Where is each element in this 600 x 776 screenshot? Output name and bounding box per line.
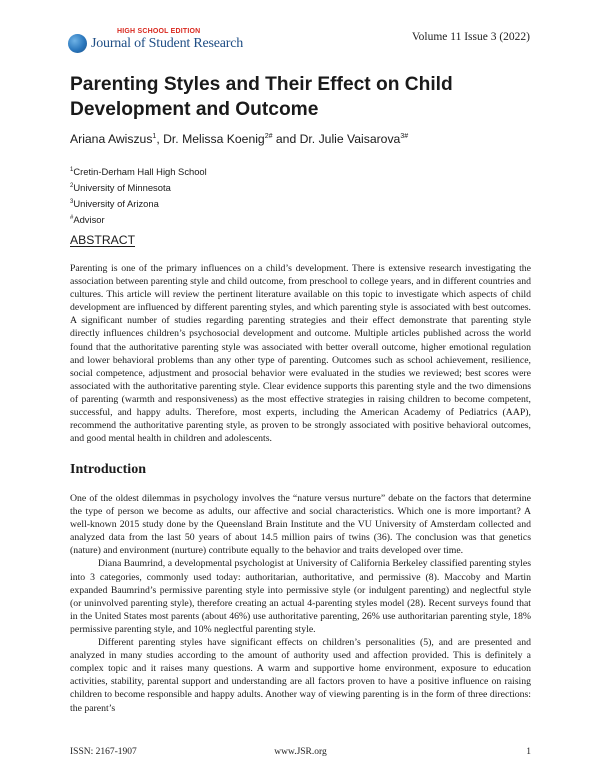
edition-label: HIGH SCHOOL EDITION [117,28,201,35]
volume-issue: Volume 11 Issue 3 (2022) [411,31,530,43]
abstract-heading: ABSTRACT [70,233,136,247]
author-list [70,132,530,146]
affiliation: $^3$University of Arizona [70,198,159,210]
journal-name: Journal of Student Research [91,36,244,51]
page-number: 1 [526,747,531,757]
page-footer [70,747,531,761]
author-separator: and [272,132,300,146]
paragraph: Different parenting styles have significant effects on children’s personalities (5), and are presented and analyzed in many studies according to the amount of authority used and affection provided. This is definitely a complex topic and it raises many questions. A warm and supportive home environment, exposure to education activities, stability, parental support and understanding are all factors proven to have a positive influence on raising children to become responsible and happy adults. Another way of viewing parenting is in the form of three directions: the parent’s [70,637,531,714]
author-mark: 2# [264,132,273,140]
author-separator: , [156,132,164,146]
author-mark: 3# [400,132,409,140]
paper-title: Parenting Styles and Their Effect on Child Development and Outcome [70,74,453,120]
author-name: Ariana Awiszus [70,132,153,146]
affiliation-list [70,163,370,228]
abstract-text: Parenting is one of the primary influences on a child’s development. There is extensive research investigating the association between parenting style and child outcome, from preschool to college years, and in different countries and cultures. This article will review the pertinent literature available on this topic to investigate which aspects of child development are influenced by different parenting styles, and which parenting style is associated with best outcomes. A significant number of studies regarding parenting strategies and their effect demonstrate that parenting style directly influences children’s psychosocial development and outcome. Multiple articles published across the world found that the authoritative parenting style was associated with better overall outcome, higher emotional regulation and lower behavioral problems than any other type of parenting. Outcomes such as school achievement, resilience, social competence, adjustment and prosocial behavior were evaluated in the studies we reviewed; best scores were associated with the authoritative parenting style. Clear evidence supports this parenting style and the two dimensions of parenting (warmth and responsiveness) as the most effective strategies in raising children to become competent, successful, and happy adults. Therefore, most experts, including the American Academy of Pediatrics (AAP), recommend the authoritative parenting style, as proven to be strongly associated with positive behavioral outcomes, and good mental health in children and adolescents. [70,263,531,445]
introduction-body [70,492,531,715]
affiliation: #Advisor [70,214,105,226]
author-name: Dr. Julie Vaisarova [299,132,401,146]
author-mark: 1 [152,132,157,140]
paragraph: One of the oldest dilemmas in psychology involves the “nature versus nurture” debate on the factors that determine the type of person we become as adults, our affective and social characteristics. Which one is more important? A well-known 2015 study done by the Queensland Brain Institute and the VU University of Amsterdam collected and analyzed data from the last 50 years of about 14.5 million pairs of twins (36). The conclusion was that genetics (nature) and environment (nurture) contribute equally to the behavior and traits developed over time. [70,493,531,557]
globe-icon [68,34,87,53]
paragraph: Diana Baumrind, a developmental psychologist at University of California Berkeley classified parenting styles into 3 categories, commonly used today: authoritarian, authoritative, and permissive (8). Maccoby and Martin expanded Baumrind’s permissive parenting style into permissive style (or indulgent parenting) and neglectful style (or uninvolved parenting style), therefore creating an actual 4-parenting styles model (28). Recent surveys found that in the United States most parents (about 46%) use authoritative parenting, 26% use authoritarian parenting style, 18% permissive parenting style, and 10% neglectful parenting style. [70,558,531,635]
journal-website: www.JSR.org [274,747,327,757]
author-name: Dr. Melissa Koenig [163,132,265,146]
affiliation: $^1$Cretin-Derham Hall High School [70,166,207,178]
issn: ISSN: 2167-1907 [70,747,137,757]
introduction-heading: Introduction [70,462,146,477]
journal-logo [68,26,243,53]
affiliation: $^2$University of Minnesota [70,182,171,194]
